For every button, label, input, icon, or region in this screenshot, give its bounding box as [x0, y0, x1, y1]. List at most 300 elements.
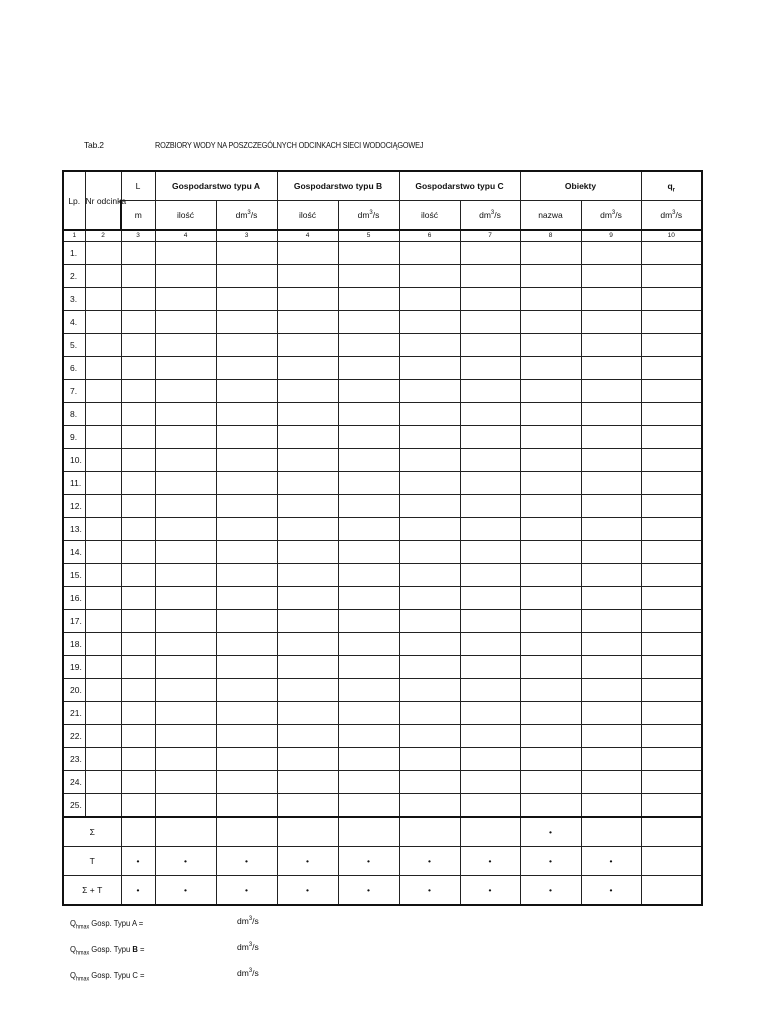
table-cell[interactable]: [216, 679, 277, 702]
column-number: 6: [399, 230, 460, 242]
table-cell[interactable]: [85, 656, 121, 679]
table-cell[interactable]: [121, 242, 155, 265]
table-cell[interactable]: [338, 587, 399, 610]
table-cell[interactable]: [520, 633, 581, 656]
table-cell[interactable]: [460, 541, 520, 564]
table-cell[interactable]: [460, 242, 520, 265]
table-cell[interactable]: [641, 403, 702, 426]
table-cell[interactable]: [85, 541, 121, 564]
table-cell[interactable]: [121, 311, 155, 334]
table-cell[interactable]: [155, 265, 216, 288]
table-cell[interactable]: [277, 288, 338, 311]
table-cell[interactable]: [581, 541, 641, 564]
table-cell[interactable]: [581, 426, 641, 449]
table-cell[interactable]: [155, 426, 216, 449]
table-cell[interactable]: [581, 357, 641, 380]
table-cell[interactable]: [85, 518, 121, 541]
table-cell[interactable]: [641, 794, 702, 818]
table-cell[interactable]: [581, 633, 641, 656]
table-cell[interactable]: [216, 633, 277, 656]
table-cell[interactable]: [399, 817, 460, 847]
table-cell[interactable]: [85, 587, 121, 610]
table-cell[interactable]: [581, 725, 641, 748]
table-cell[interactable]: [399, 748, 460, 771]
table-cell[interactable]: [121, 610, 155, 633]
table-cell[interactable]: [641, 771, 702, 794]
table-cell[interactable]: [155, 288, 216, 311]
table-cell[interactable]: [121, 771, 155, 794]
table-cell[interactable]: [581, 587, 641, 610]
table-cell[interactable]: [338, 403, 399, 426]
table-cell[interactable]: [277, 633, 338, 656]
table-cell[interactable]: [460, 748, 520, 771]
table-cell[interactable]: [216, 495, 277, 518]
table-cell[interactable]: [581, 564, 641, 587]
table-cell[interactable]: [399, 265, 460, 288]
table-cell[interactable]: [216, 380, 277, 403]
table-cell[interactable]: [85, 495, 121, 518]
table-cell[interactable]: [520, 403, 581, 426]
table-cell[interactable]: [338, 426, 399, 449]
table-cell[interactable]: [277, 426, 338, 449]
table-cell[interactable]: [155, 702, 216, 725]
table-cell[interactable]: [216, 265, 277, 288]
table-cell[interactable]: [85, 794, 121, 818]
table-cell[interactable]: [277, 311, 338, 334]
table-cell[interactable]: [520, 518, 581, 541]
table-cell[interactable]: [581, 817, 641, 847]
table-cell[interactable]: [581, 610, 641, 633]
table-cell[interactable]: [460, 334, 520, 357]
table-cell[interactable]: [155, 472, 216, 495]
table-cell[interactable]: [520, 541, 581, 564]
table-cell[interactable]: [155, 771, 216, 794]
table-cell[interactable]: [641, 725, 702, 748]
table-cell[interactable]: [121, 794, 155, 818]
table-cell[interactable]: [581, 702, 641, 725]
table-cell[interactable]: [581, 380, 641, 403]
table-cell[interactable]: [460, 380, 520, 403]
table-cell[interactable]: [520, 748, 581, 771]
table-cell[interactable]: [277, 380, 338, 403]
table-cell[interactable]: [338, 449, 399, 472]
table-cell[interactable]: [399, 518, 460, 541]
table-cell[interactable]: [460, 771, 520, 794]
table-cell[interactable]: [277, 748, 338, 771]
table-cell[interactable]: [460, 564, 520, 587]
table-cell[interactable]: [121, 656, 155, 679]
table-cell[interactable]: [399, 587, 460, 610]
table-cell[interactable]: [581, 288, 641, 311]
table-cell[interactable]: [338, 702, 399, 725]
table-cell[interactable]: [277, 587, 338, 610]
table-cell[interactable]: [520, 771, 581, 794]
table-cell[interactable]: [641, 265, 702, 288]
table-cell[interactable]: [520, 679, 581, 702]
table-cell[interactable]: [277, 564, 338, 587]
table-cell[interactable]: [641, 541, 702, 564]
table-cell[interactable]: [155, 587, 216, 610]
table-cell[interactable]: [581, 679, 641, 702]
table-cell[interactable]: [216, 334, 277, 357]
table-cell[interactable]: [399, 426, 460, 449]
table-cell[interactable]: [85, 702, 121, 725]
table-cell[interactable]: [338, 679, 399, 702]
table-cell[interactable]: [85, 334, 121, 357]
table-cell[interactable]: [155, 403, 216, 426]
table-cell[interactable]: [581, 242, 641, 265]
table-cell[interactable]: [338, 610, 399, 633]
table-cell[interactable]: [641, 449, 702, 472]
table-cell[interactable]: [277, 472, 338, 495]
table-cell[interactable]: [641, 380, 702, 403]
table-cell[interactable]: [121, 334, 155, 357]
table-cell[interactable]: [85, 380, 121, 403]
table-cell[interactable]: [121, 817, 155, 847]
table-cell[interactable]: [155, 817, 216, 847]
table-cell[interactable]: [460, 288, 520, 311]
table-cell[interactable]: [85, 679, 121, 702]
table-cell[interactable]: [460, 587, 520, 610]
table-cell[interactable]: [460, 357, 520, 380]
table-cell[interactable]: [277, 794, 338, 818]
table-row: [63, 449, 702, 472]
table-row: [63, 587, 702, 610]
table-cell[interactable]: [121, 518, 155, 541]
table-cell[interactable]: [338, 817, 399, 847]
table-cell[interactable]: [155, 656, 216, 679]
table-cell[interactable]: [216, 288, 277, 311]
table-cell[interactable]: [641, 311, 702, 334]
table-cell[interactable]: [85, 633, 121, 656]
table-cell[interactable]: [399, 656, 460, 679]
table-cell[interactable]: [641, 495, 702, 518]
table-cell[interactable]: [121, 633, 155, 656]
table-cell[interactable]: [520, 311, 581, 334]
table-cell[interactable]: [460, 610, 520, 633]
table-cell[interactable]: [641, 847, 702, 876]
table-cell[interactable]: [338, 265, 399, 288]
table-cell[interactable]: [338, 311, 399, 334]
table-cell[interactable]: [399, 403, 460, 426]
table-cell[interactable]: [460, 725, 520, 748]
table-cell[interactable]: [641, 876, 702, 906]
table-cell[interactable]: [641, 656, 702, 679]
table-cell[interactable]: [460, 449, 520, 472]
table-cell[interactable]: [581, 518, 641, 541]
table-cell[interactable]: [399, 794, 460, 818]
table-cell[interactable]: [277, 242, 338, 265]
table-cell[interactable]: [338, 541, 399, 564]
dot-marker: •: [338, 876, 399, 906]
table-cell[interactable]: [155, 357, 216, 380]
table-cell[interactable]: [277, 495, 338, 518]
table-cell[interactable]: [216, 587, 277, 610]
table-cell[interactable]: [121, 679, 155, 702]
table-cell[interactable]: [155, 564, 216, 587]
table-cell[interactable]: [581, 495, 641, 518]
table-cell[interactable]: [338, 472, 399, 495]
table-cell[interactable]: [641, 817, 702, 847]
table-cell[interactable]: [581, 656, 641, 679]
table-cell[interactable]: [520, 449, 581, 472]
table-cell[interactable]: [641, 518, 702, 541]
table-cell[interactable]: [216, 702, 277, 725]
table-cell[interactable]: [641, 334, 702, 357]
table-cell[interactable]: [277, 656, 338, 679]
table-cell[interactable]: [399, 771, 460, 794]
table-cell[interactable]: [121, 702, 155, 725]
table-cell[interactable]: [581, 449, 641, 472]
table-cell[interactable]: [155, 311, 216, 334]
table-cell[interactable]: [216, 541, 277, 564]
table-cell[interactable]: [216, 610, 277, 633]
header-group-a: Gospodarstwo typu A: [155, 171, 277, 201]
table-cell[interactable]: [520, 564, 581, 587]
table-cell[interactable]: [460, 679, 520, 702]
table-cell[interactable]: [460, 472, 520, 495]
table-cell[interactable]: [338, 334, 399, 357]
table-cell[interactable]: [581, 403, 641, 426]
table-cell[interactable]: [85, 311, 121, 334]
table-cell[interactable]: [338, 748, 399, 771]
table-cell[interactable]: [216, 794, 277, 818]
table-cell[interactable]: [641, 426, 702, 449]
table-cell[interactable]: [121, 403, 155, 426]
table-cell[interactable]: [121, 748, 155, 771]
table-cell[interactable]: [520, 357, 581, 380]
table-cell[interactable]: [85, 748, 121, 771]
table-cell[interactable]: [277, 679, 338, 702]
table-cell[interactable]: [520, 656, 581, 679]
table-cell[interactable]: [399, 334, 460, 357]
table-cell[interactable]: [338, 495, 399, 518]
table-cell[interactable]: [338, 288, 399, 311]
table-cell[interactable]: [399, 633, 460, 656]
table-cell[interactable]: [216, 449, 277, 472]
table-cell[interactable]: [85, 403, 121, 426]
table-cell[interactable]: [581, 794, 641, 818]
table-cell[interactable]: [155, 633, 216, 656]
table-cell[interactable]: [338, 794, 399, 818]
table-cell[interactable]: [520, 472, 581, 495]
table-cell[interactable]: [121, 357, 155, 380]
table-cell[interactable]: [85, 771, 121, 794]
table-cell[interactable]: [216, 472, 277, 495]
table-cell[interactable]: [338, 242, 399, 265]
table-cell[interactable]: [85, 265, 121, 288]
t-label: T: [63, 847, 121, 876]
table-cell[interactable]: [216, 656, 277, 679]
table-cell[interactable]: [85, 449, 121, 472]
table-cell[interactable]: [85, 564, 121, 587]
table-cell[interactable]: [216, 357, 277, 380]
table-cell[interactable]: [399, 288, 460, 311]
table-cell[interactable]: [520, 242, 581, 265]
table-cell[interactable]: [520, 265, 581, 288]
table-cell[interactable]: [399, 610, 460, 633]
table-cell[interactable]: [399, 702, 460, 725]
table-cell[interactable]: [155, 610, 216, 633]
table-cell[interactable]: [460, 633, 520, 656]
table-cell[interactable]: [155, 334, 216, 357]
table-cell[interactable]: [216, 311, 277, 334]
table-cell[interactable]: [399, 449, 460, 472]
table-cell[interactable]: [277, 771, 338, 794]
table-cell[interactable]: [460, 794, 520, 818]
table-cell[interactable]: [121, 541, 155, 564]
table-cell[interactable]: [155, 679, 216, 702]
table-cell[interactable]: [581, 748, 641, 771]
table-cell[interactable]: [641, 633, 702, 656]
table-cell[interactable]: [399, 495, 460, 518]
table-cell[interactable]: [520, 702, 581, 725]
table-cell[interactable]: [581, 311, 641, 334]
table-cell[interactable]: [121, 495, 155, 518]
table-cell[interactable]: [277, 357, 338, 380]
table-cell[interactable]: [460, 817, 520, 847]
table-cell[interactable]: [85, 610, 121, 633]
table-cell[interactable]: [155, 541, 216, 564]
table-cell[interactable]: [399, 472, 460, 495]
table-cell[interactable]: [399, 564, 460, 587]
table-cell[interactable]: [641, 679, 702, 702]
table-cell[interactable]: [121, 265, 155, 288]
table-cell[interactable]: [277, 449, 338, 472]
table-cell[interactable]: [520, 426, 581, 449]
table-cell[interactable]: [338, 357, 399, 380]
table-cell[interactable]: [85, 725, 121, 748]
table-cell[interactable]: [520, 288, 581, 311]
table-cell[interactable]: [581, 472, 641, 495]
table-cell[interactable]: [338, 518, 399, 541]
table-cell[interactable]: [338, 771, 399, 794]
table-cell[interactable]: [155, 380, 216, 403]
row-number: 23.: [63, 748, 85, 771]
table-cell[interactable]: [216, 817, 277, 847]
header-a-ilosc: ilość: [155, 201, 216, 231]
table-cell[interactable]: [155, 725, 216, 748]
table-cell[interactable]: [121, 725, 155, 748]
table-cell[interactable]: [121, 449, 155, 472]
table-cell[interactable]: [460, 426, 520, 449]
table-cell[interactable]: [520, 495, 581, 518]
table-cell[interactable]: [121, 472, 155, 495]
table-cell[interactable]: [520, 587, 581, 610]
table-cell[interactable]: [338, 380, 399, 403]
header-obj-unit: $dm^3/s$: [581, 201, 641, 231]
table-cell[interactable]: [121, 564, 155, 587]
table-cell[interactable]: [338, 725, 399, 748]
table-cell[interactable]: [581, 334, 641, 357]
table-cell[interactable]: [460, 656, 520, 679]
table-cell[interactable]: [641, 702, 702, 725]
table-cell[interactable]: [460, 403, 520, 426]
table-cell[interactable]: [277, 817, 338, 847]
table-cell[interactable]: [216, 518, 277, 541]
table-cell[interactable]: [277, 541, 338, 564]
table-cell[interactable]: [277, 403, 338, 426]
table-cell[interactable]: [641, 472, 702, 495]
row-number: 12.: [63, 495, 85, 518]
dot-marker: •: [121, 847, 155, 876]
table-cell[interactable]: [155, 242, 216, 265]
table-cell[interactable]: [85, 288, 121, 311]
table-cell[interactable]: [399, 242, 460, 265]
table-cell[interactable]: [399, 725, 460, 748]
table-cell[interactable]: [216, 748, 277, 771]
table-cell[interactable]: [641, 610, 702, 633]
table-cell[interactable]: [216, 771, 277, 794]
table-cell[interactable]: [121, 288, 155, 311]
table-cell[interactable]: [277, 725, 338, 748]
table-cell[interactable]: [85, 357, 121, 380]
table-cell[interactable]: [641, 357, 702, 380]
table-cell[interactable]: [460, 702, 520, 725]
table-cell[interactable]: [460, 265, 520, 288]
table-cell[interactable]: [216, 403, 277, 426]
table-cell[interactable]: [641, 288, 702, 311]
table-cell[interactable]: [581, 265, 641, 288]
table-cell[interactable]: [338, 656, 399, 679]
table-cell[interactable]: [155, 794, 216, 818]
table-cell[interactable]: [216, 426, 277, 449]
table-cell[interactable]: [216, 725, 277, 748]
table-cell[interactable]: [216, 242, 277, 265]
table-cell[interactable]: [277, 334, 338, 357]
table-row: [63, 541, 702, 564]
table-cell[interactable]: [520, 334, 581, 357]
dot-marker: •: [121, 876, 155, 906]
table-cell[interactable]: [581, 771, 641, 794]
table-cell[interactable]: [520, 380, 581, 403]
table-cell[interactable]: [520, 794, 581, 818]
table-cell[interactable]: [641, 564, 702, 587]
table-cell[interactable]: [277, 702, 338, 725]
table-cell[interactable]: [520, 610, 581, 633]
table-cell[interactable]: [641, 242, 702, 265]
table-cell[interactable]: [338, 633, 399, 656]
table-cell[interactable]: [641, 587, 702, 610]
table-cell[interactable]: [399, 357, 460, 380]
table-cell[interactable]: [641, 748, 702, 771]
table-cell[interactable]: [399, 311, 460, 334]
table-cell[interactable]: [460, 495, 520, 518]
table-cell[interactable]: [155, 748, 216, 771]
table-cell[interactable]: [121, 426, 155, 449]
table-cell[interactable]: [399, 380, 460, 403]
table-cell[interactable]: [399, 679, 460, 702]
table-cell[interactable]: [216, 564, 277, 587]
table-cell[interactable]: [155, 518, 216, 541]
table-cell[interactable]: [520, 725, 581, 748]
column-number: 4: [155, 230, 216, 242]
table-cell[interactable]: [121, 587, 155, 610]
table-cell[interactable]: [155, 495, 216, 518]
table-cell[interactable]: [277, 518, 338, 541]
table-cell[interactable]: [460, 311, 520, 334]
table-cell[interactable]: [85, 426, 121, 449]
table-cell[interactable]: [338, 564, 399, 587]
table-cell[interactable]: [85, 472, 121, 495]
table-cell[interactable]: [155, 449, 216, 472]
table-cell[interactable]: [277, 265, 338, 288]
table-cell[interactable]: [460, 518, 520, 541]
table-cell[interactable]: [121, 380, 155, 403]
table-cell[interactable]: [399, 541, 460, 564]
table-cell[interactable]: [277, 610, 338, 633]
table-cell[interactable]: [85, 242, 121, 265]
